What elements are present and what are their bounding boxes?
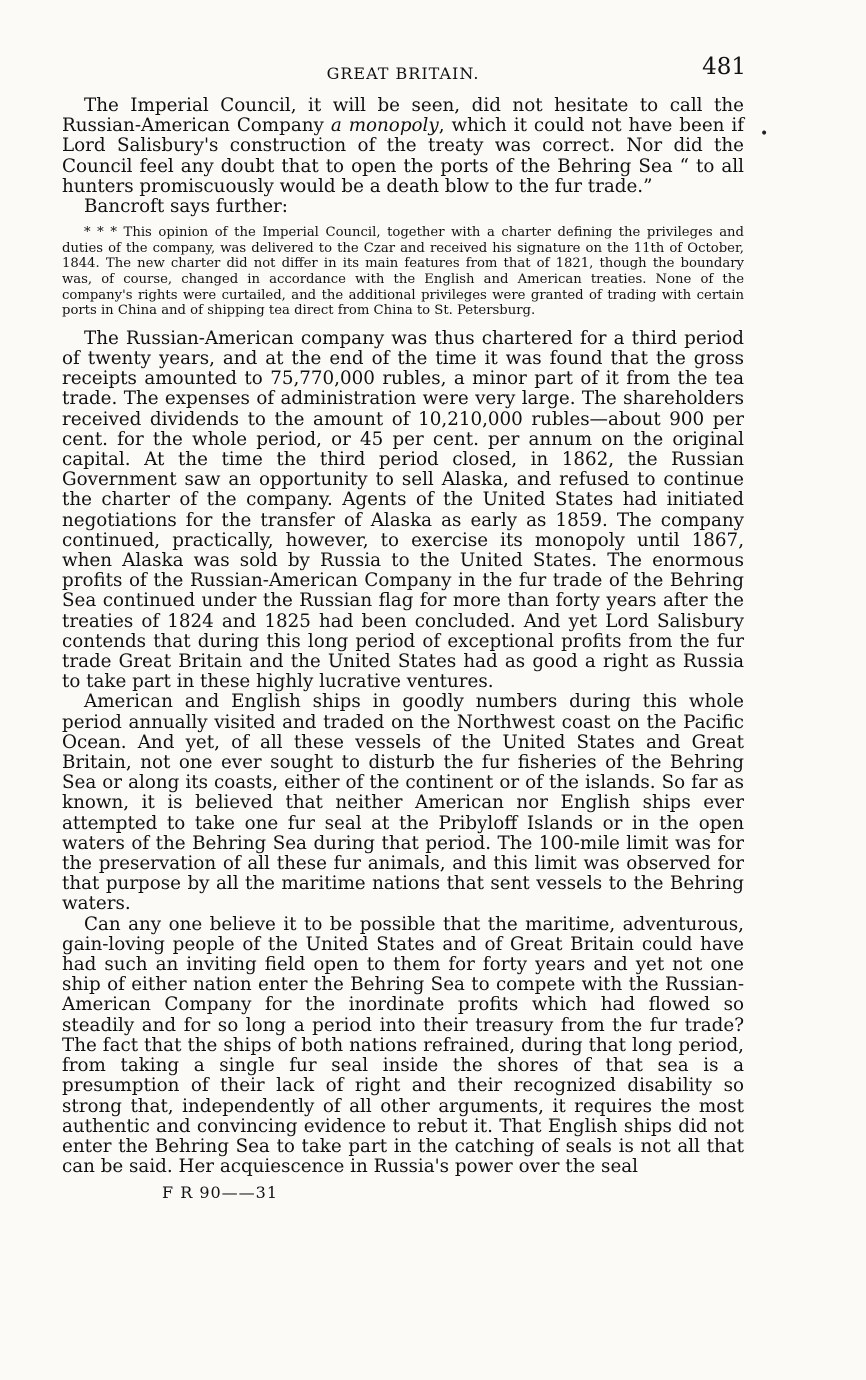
paragraph-imperial-council: [62, 96, 744, 197]
emphasis-text: a monopoly: [330, 115, 439, 137]
document-page: [62, 52, 744, 1202]
signature-mark: F R 90——31: [162, 1183, 279, 1203]
running-title: GREAT BRITAIN.: [326, 64, 480, 83]
page-number: 481: [702, 54, 746, 80]
block-quote: * * * This opinion of the Imperial Council, together with a charter defining the privileges and duties of the company, was delivered to the Czar and received his signature on the 11th of October, 1844. The new charter did not differ in its main features from that of 1821, though the boundary was, of course, changed in accordance with the English and American treaties. None of the company's rights were curtailed, and the additional privileges were granted of trading with certain ports in China and of shipping tea direct from China to St. Petersburg.: [62, 225, 744, 319]
paragraph-third-period: The Russian-American company was thus chartered for a third period of twenty years, and at the end of the time it was found that the gross receipts amounted to 75,770,000 rubles, a minor part of it from the tea trade. The expenses of administration were very large. The shareholders received dividends to the amount of 10,210,000 rubles—about 900 per cent. for the whole period, or 45 per cent. per annum on the original capital. At the time the third period closed, in 1862, the Russian Government saw an opportunity to sell Alaska, and refused to continue the charter of the company. Agents of the United States had initiated negotiations for the transfer of Alaska as early as 1859. The company continued, practically, however, to exercise its monopoly until 1867, when Alaska was sold by Russia to the United States. The enormous profits of the Russian-American Company in the fur trade of the Behring Sea continued under the Russian flag for more than forty years after the treaties of 1824 and 1825 had been concluded. And yet Lord Salisbury contends that during this long period of exceptional profits from the fur trade Great Britain and the United States had as good a right as Russia to take part in these highly lucrative ventures.: [62, 327, 744, 693]
paragraph-text: , which it could not have been if Lord Salisbury's construction of the treaty was correct. Nor did the Council feel any doubt that to open the ports of the Behring Sea “ to all hunters promiscuously would be a death blow to the fur trade.”: [62, 115, 744, 197]
paragraph-bancroft-intro: Bancroft says further:: [84, 196, 288, 218]
paragraph-ships: American and English ships in goodly numbers during this whole period annually visited and traded on the Northwest coast on the Pacific Ocean. And yet, of all these vessels of the United States and Great Britain, not one ever sought to disturb the fur fisheries of the Behring Sea or along its coasts, either of the continent or of the islands. So far as known, it is believed that neither American nor English ships ever attempted to take one fur seal at the Pribyloff Islands or in the open waters of the Behring Sea during that period. The 100-mile limit was for the preservation of all these fur animals, and this limit was observed for that purpose by all the maritime nations that sent vessels to the Behring waters.: [62, 691, 744, 915]
margin-dot-mark: •: [760, 126, 769, 142]
paragraph-text: The Imperial Council, it will be seen, did not hesitate to call the Russian-American Company: [62, 95, 744, 137]
paragraph-question: Can any one believe it to be possible that the maritime, adventurous, gain-loving people of the United States and of Great Britain could have had such an inviting field open to them for forty years and yet not one ship of either nation enter the Behring Sea to compete with the Russian-American Company for the inordinate profits which had flowed so steadily and for so long a period into their treasury from the fur trade? The fact that the ships of both nations refrained, during that long period, from taking a single fur seal inside the shores of that sea is a presumption of their lack of right and their recognized disability so strong that, independently of all other arguments, it requires the most authentic and convincing evidence to rebut it. That English ships did not enter the Behring Sea to take part in the catching of seals is not all that can be said. Her acquiescence in Russia's power over the seal: [62, 913, 744, 1178]
page-header: [62, 52, 744, 96]
